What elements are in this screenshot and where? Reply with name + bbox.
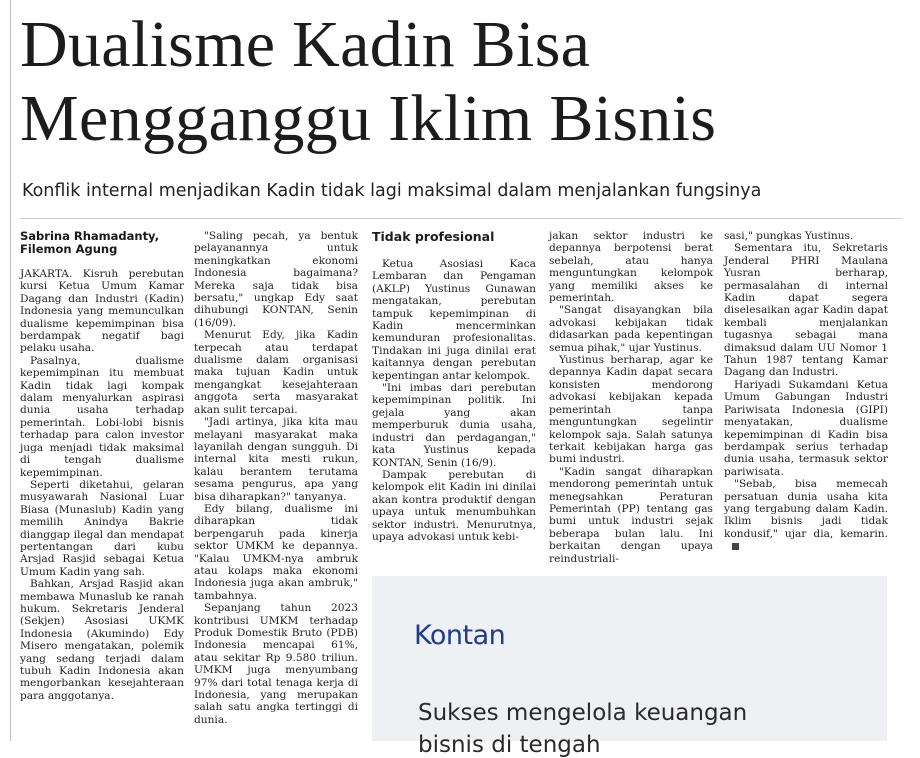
page-left-rule [10,0,11,741]
paragraph: "Ini imbas dari perebutan kepemimpinan politik. Ini gejala yang akan memperburuk dunia usaha, industri dan perdagangan," kata Yustinus kepada KONTAN, Senin (16/9). [372,382,536,469]
paragraph: Hariyadi Sukamdani Ketua Umum Gabungan Industri Pariwisata Indonesia (GIPI) menyatakan, dualisme kepemimpinan di Kadin bisa berdampak serius terhadap dunia usaha, termasuk sektor pariwisata. [724,378,888,478]
paragraph: Seperti diketahui, gelaran musyawarah Nasional Luar Biasa (Munaslub) Kadin yang memilih Anindya Bakrie dianggap ilegal dan mendapat pertentangan dari kubu Arsjad Rasjid sebagai Ketua Umum Kadin yang sah. [20,478,184,578]
byline-author-1: Sabrina Rhamadanty, [20,229,160,243]
paragraph: "Saling pecah, ya bentuk pelayanannya untuk meningkatkan ekonomi Indonesia bagaimana? Mereka saja tidak bisa bersatu," ungkap Edy saat dihubungi KONTAN, Senin (16/09). [194,230,358,329]
paragraph: Pasalnya, dualisme kepemimpinan itu membuat Kadin tidak lagi kompak dalam menyalurkan aspirasi dunia usaha terhadap pemerintah. Lobi-lobi bisnis terhadap para calon investor juga menjadi tidak maksimal di tengah dualisme kepemimpinan. [20,354,184,479]
article-column-3 [372,230,536,543]
ad-headline: Sukses mengelola keuangan [418,700,748,726]
subheadline: Konflik internal menjadikan Kadin tidak lagi maksimal dalam menjalankan fungsinya [22,181,762,201]
article-column-2 [194,230,358,726]
paragraph: Ketua Asosiasi Kaca Lembaran dan Pengaman (AKLP) Yustinus Gunawan mengatakan, perebutan tampuk kepemimpinan di Kadin mencerminkan kemunduran profesionalitas. Tindakan ini juga dinilai erat kaitannya dengan perebutan kepentingan antar kelompok. [372,258,536,382]
headline-line-1: Dualisme Kadin Bisa [20,8,591,81]
paragraph: "Sangat disayangkan bila advokasi kebijakan tidak didasarkan pada kepentingan semua pihak," ujar Yustinus. [549,304,713,354]
paragraph: "Jadi artinya, jika kita mau melayani masyarakat maka layanilah dengan sungguh. Di internal kita mesti rukun, kalau berantem terutama sesama pengurus, apa yang bisa diharapkan?" tanyanya. [194,416,358,503]
paragraph: Dampak perebutan di kelompok elit Kadin ini dinilai akan kontra produktif dengan upaya untuk menumbuhkan sektor industri. Menurutnya, upaya advokasi untuk kebi- [372,468,536,543]
paragraph: Sepanjang tahun 2023 kontribusi UMKM terhadap Produk Domestik Bruto (PDB) Indonesia mencapai 61%, atau sekitar Rp 9.580 triliun. UMKM juga menyumbang 97% dari total tenaga kerja di Indonesia, yang merupakan salah satu angka tertinggi di dunia. [194,602,358,726]
paragraph: Bahkan, Arsjad Rasjid akan membawa Munaslub ke ranah hukum. Sekretaris Jenderal (Sekjen) Asosiasi UKMK Indonesia (Akumindo) Edy Misero mengatakan, polemik yang sedang terjadi dalam tubuh Kadin Indonesia akan mengorbankan kesejahteraan para anggotanya. [20,578,184,702]
paragraph: Edy bilang, dualisme ini diharapkan tidak berpengaruh pada kinerja sektor UMKM ke depannya. "Kalau UMKM-nya ambruk atau kolaps maka ekonomi Indonesia juga akan ambruk," tambahnya. [194,502,358,602]
advertisement[interactable] [372,576,887,758]
article-column-4 [549,230,713,565]
paragraph: JAKARTA. Kisruh perebutan kursi Ketua Umum Kamar Dagang dan Industri (Kadin) Indonesia yang memunculkan dualisme kepemimpinan bisa berdampak negatif bagi pelaku usaha. [20,268,184,355]
top-divider [20,218,902,219]
article-column-1 [20,230,184,702]
paragraph: "Sebab, bisa memecah persatuan dunia usaha kita yang tergabung dalam Kadin. Iklim bisnis jadi tidak kondusif," ujar dia, kemarin. [724,478,888,540]
paragraph: Yustinus berharap, agar ke depannya Kadin dapat secara konsisten mendorong advokasi kebijakan kepada pemerintah tanpa menguntungkan segelintir kelompok saja. Salah satunya terkait kebijakan harga gas bumi industri. [549,354,713,466]
headline-line-2: Mengganggu Iklim Bisnis [20,82,717,155]
paragraph: "Kadin sangat diharapkan mendorong pemerintah untuk menegsahkan Peraturan Pemerintah (PP) tentang gas bumi untuk industri sejak beberapa bulan lalu. Ini berkaitan dengan upaya reindustriali- [549,465,713,565]
section-subheading: Tidak profesional [372,229,495,244]
end-of-article-icon [732,543,739,550]
ad-headline-continued: bisnis di tengah [418,732,601,758]
headline [20,8,910,156]
kontan-logo: Kontan [414,620,506,651]
byline [20,230,184,256]
paragraph: Menurut Edy, jika Kadin terpecah atau terdapat dualisme dalam organisasi maka tujuan Kadin untuk mengangkat kesejahteraan anggota serta masyarakat akan sulit tercapai. [194,329,358,416]
byline-author-2: Filemon Agung [20,242,118,256]
paragraph: jakan sektor industri ke depannya berpotensi berat sebelah, atau hanya menguntungkan kelompok yang memiliki akses ke pemerintah. [549,230,713,305]
paragraph: sasi," pungkas Yustinus. [724,230,854,242]
paragraph: Sementara itu, Sekretaris Jenderal PHRI Maulana Yusran berharap, permasalahan di internal Kadin dapat segera diselesaikan agar Kadin dapat kembali menjalankan tugasnya sebagai mana dimaksud dalam UU Nomor 1 Tahun 1987 tentang Kamar Dagang dan Industri. [724,242,888,379]
article-column-5 [724,230,888,553]
